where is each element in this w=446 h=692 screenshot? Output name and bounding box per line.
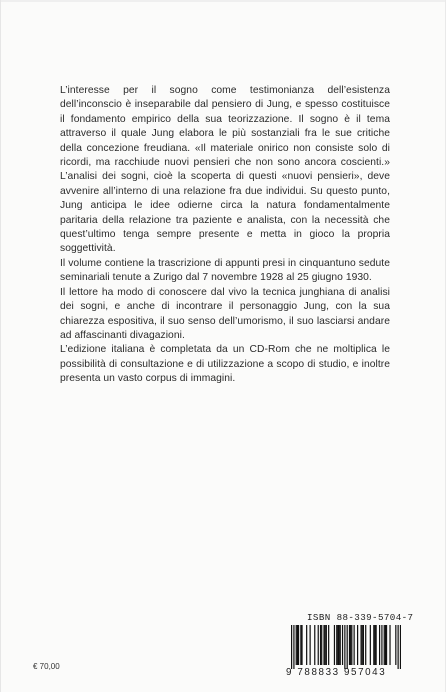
barcode-bar — [386, 625, 387, 665]
barcode-bar — [362, 625, 363, 665]
barcode-bar — [349, 625, 350, 665]
barcode-bar — [357, 625, 358, 665]
barcode-bar — [374, 625, 375, 665]
barcode-bar — [318, 625, 319, 665]
barcode-bar — [384, 625, 385, 665]
barcode-bar — [323, 625, 324, 665]
blurb-paragraph-3: Il lettore ha modo di conoscere dal vivo la tecnica junghiana di analisi dei sogni, e anche di incontrare il personaggio Jung, con la sua chiarezza espositiva, il suo senso dell’umorismo, il suo lasciarsi andare ad affascinanti divagazioni. — [60, 286, 390, 341]
barcode-bar — [298, 625, 299, 665]
barcode-bar — [342, 625, 343, 665]
barcode-bar — [337, 625, 338, 665]
barcode-bar — [326, 625, 327, 665]
barcode-bar — [376, 625, 377, 665]
barcode-bar — [379, 625, 380, 665]
barcode-bar — [344, 625, 345, 669]
barcode-bar — [300, 625, 301, 665]
barcode-bar — [351, 625, 352, 665]
barcode-bar — [306, 625, 307, 665]
blurb-paragraph-4: L’edizione italiana è completata da un CD-Rom che ne moltiplica le possibilità di consultazione e di utilizzazione a scopo di studio, e inoltre presenta un vasto corpus di immagini. — [60, 344, 390, 385]
barcode-bar — [350, 625, 351, 665]
barcode-bar — [400, 625, 401, 669]
barcode-bar — [328, 625, 329, 665]
barcode-bar — [314, 625, 315, 665]
barcode-bar — [325, 625, 326, 665]
barcode-bar — [297, 625, 298, 665]
barcode-bar — [296, 625, 297, 665]
barcode-bar — [354, 625, 355, 665]
barcode-bar — [373, 625, 374, 665]
barcode-bar — [347, 625, 348, 669]
barcode-bar — [334, 625, 335, 665]
barcode-bar — [381, 625, 382, 665]
barcode-bar — [310, 625, 311, 665]
barcode-digits: 9 788833 957043 — [286, 667, 387, 678]
blurb-paragraph-2: Il volume contiene la trascrizione di appunti presi in cinquantuno sedute seminariali tenute a Zurigo dal 7 novembre 1928 al 25 giugno 1930. — [60, 257, 390, 284]
barcode-bar — [321, 625, 322, 665]
page-top-edge — [1, 0, 445, 2]
barcode-bar — [301, 625, 302, 665]
barcode-bar — [370, 625, 371, 665]
barcode-bar — [320, 625, 321, 665]
barcode-image — [291, 625, 401, 669]
isbn-label: ISBN 88-339-5704-7 — [307, 612, 414, 623]
barcode-bar — [360, 625, 361, 665]
barcode-bar — [389, 625, 390, 665]
barcode-bar — [385, 625, 386, 665]
barcode-bar — [293, 625, 294, 669]
price-label: € 70,00 — [33, 662, 60, 671]
barcode-bar — [395, 625, 396, 665]
blurb-paragraph-1: L’interesse per il sogno come testimonianza dell’esistenza dell’inconscio è inseparabile dal pensiero di Jung, e spesso costituisce il fondamento empirico della sua teorizzazione. Il sogno è il tema attraverso il quale Jung elabora le più sostanziali fra le sue critiche della concezione freudiana. «Il materiale onirico non consiste solo di ricordi, ma racchiude nuovi pensieri che non sono ancora coscienti.» L’analisi dei sogni, cioè la scoperta di questi «nuovi pensieri», deve avvenire all’interno di una relazione fra due individui. Su questo punto, Jung anticipa le idee odierne circa la natura fondamentalmente paritaria della relazione tra paziente e analista, con la necessità che quest’ultimo tenga sempre presente e metta in gioco la propria soggettività. — [60, 85, 390, 255]
barcode-bar — [398, 625, 399, 669]
barcode-bar — [291, 625, 292, 669]
barcode-bar — [365, 625, 366, 665]
barcode-bar — [363, 625, 364, 665]
blurb-text — [60, 84, 390, 387]
barcode-bar — [336, 625, 337, 665]
barcode-bar — [340, 625, 341, 665]
barcode-bar — [338, 625, 339, 665]
